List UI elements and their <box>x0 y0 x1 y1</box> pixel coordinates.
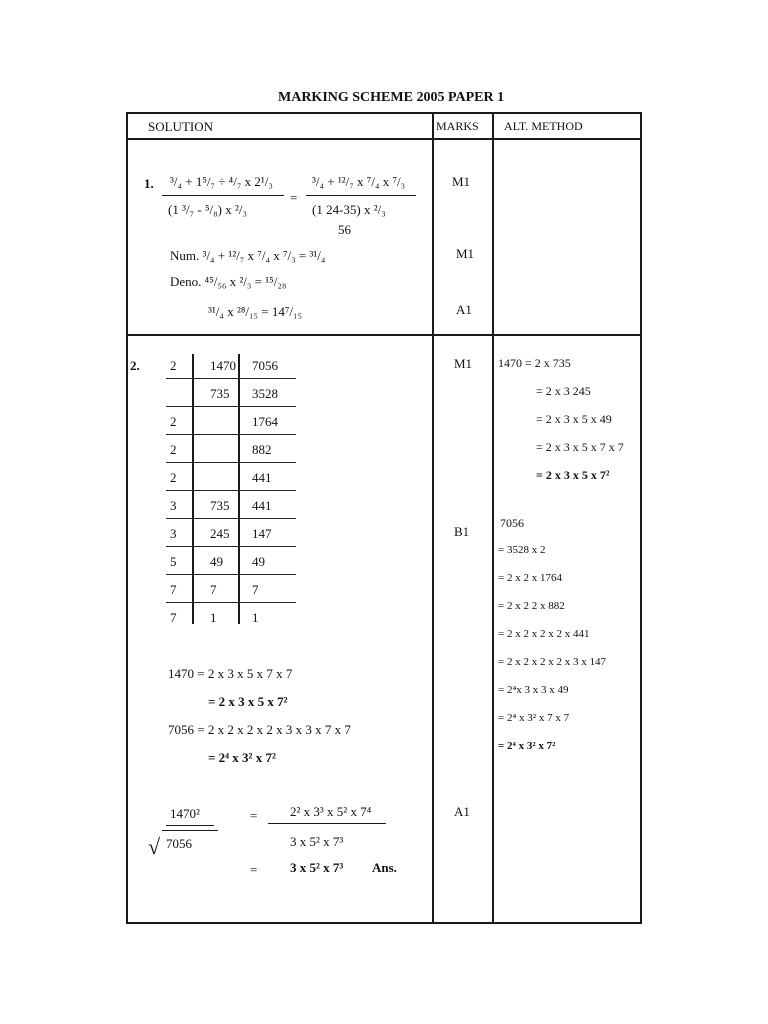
alt2-line: = 2⁴ x 3² x 7 x 7 <box>498 712 570 724</box>
alt2-line: = 2 x 2 x 2 x 2 x 441 <box>498 628 590 640</box>
ladder-b: 441 <box>252 498 272 513</box>
ladder-a: 1 <box>210 610 217 625</box>
q1-label: 1. <box>144 176 154 191</box>
ladder-b: 7056 <box>252 358 278 373</box>
ladder-a: 7 <box>210 582 217 597</box>
alt2-line: = 2⁴x 3 x 3 x 49 <box>498 684 569 696</box>
ladder-divisor: 2 <box>170 414 177 429</box>
q2-expr-bar <box>268 823 386 824</box>
q2-expr-lhs-bar <box>166 825 214 826</box>
alt2-line: = 2 x 2 x 1764 <box>498 572 562 584</box>
header-marks: MARKS <box>436 119 479 133</box>
ladder-row <box>166 582 296 603</box>
sqrt-sign: √ <box>148 834 161 859</box>
q1-rhs-bar <box>306 195 416 196</box>
table-border-left <box>126 112 128 924</box>
header-solution: SOLUTION <box>148 119 213 134</box>
alt1-line: = 2 x 3 x 5 x 49 <box>536 412 612 426</box>
header-divider <box>126 138 642 140</box>
q2-expr-lhs: 1470² <box>170 806 200 821</box>
alt2-line: 7056 <box>500 516 524 530</box>
ladder-row <box>166 414 296 435</box>
ladder-row <box>166 526 296 547</box>
alt2-line: = 2 x 2 2 x 882 <box>498 600 565 612</box>
table-border-right <box>640 112 642 924</box>
q2-mark-1: M1 <box>454 356 473 371</box>
ladder-b: 1 <box>252 610 259 625</box>
ladder-a: 1470 <box>210 358 236 373</box>
ladder-row <box>166 498 296 519</box>
row-divider <box>126 334 642 336</box>
alt2-line: = 3528 x 2 <box>498 544 546 556</box>
q1-numerator-step: Num. ³/₄ + ¹²/₇ x ⁷/₄ x ⁷/₃ = ³¹/₄ <box>170 248 326 263</box>
ladder-divisor: 5 <box>170 554 177 569</box>
q1-mark-3: A1 <box>456 302 472 317</box>
q1-result-step: ³¹/₄ x ²⁸/₁₅ = 14⁷/₁₅ <box>208 304 303 319</box>
q2-fact-1470-result: = 2 x 3 x 5 x 7² <box>208 694 288 709</box>
table-border-bottom <box>126 922 642 924</box>
ladder-a: 49 <box>210 554 223 569</box>
q1-denominator-step: Deno. ⁴⁵/₅₆ x ²/₃ = ¹⁵/₂₈ <box>170 274 287 289</box>
q2-expr-eq-2: = <box>250 862 258 877</box>
q1-mark-1: M1 <box>452 174 471 189</box>
q1-rhs-numerator: ³/₄ + ¹²/₇ x ⁷/₄ x ⁷/₃ <box>312 174 406 189</box>
ladder-row <box>166 358 296 379</box>
q2-expr-root: 7056 <box>166 836 192 851</box>
ladder-b: 882 <box>252 442 272 457</box>
alt1-line: 1470 = 2 x 735 <box>498 356 571 370</box>
alt2-line: = 2 x 2 x 2 x 2 x 3 x 147 <box>498 656 606 668</box>
ladder-row <box>166 554 296 575</box>
ladder-row <box>166 610 296 630</box>
col-divider-marks <box>432 112 434 924</box>
q1-lhs-bar <box>162 195 284 196</box>
q2-expr-denominator: 3 x 5² x 7³ <box>290 834 344 849</box>
header-alt-method: ALT. METHOD <box>504 119 583 133</box>
ladder-b: 49 <box>252 554 265 569</box>
q2-mark-3: A1 <box>454 804 470 819</box>
alt1-line: = 2 x 3 245 <box>536 384 591 398</box>
ladder-divisor: 2 <box>170 358 177 373</box>
ladder-a: 735 <box>210 498 230 513</box>
ladder-divisor: 7 <box>170 610 177 625</box>
q2-fact-7056-result: = 2⁴ x 3² x 7² <box>208 750 276 765</box>
ladder-row <box>166 442 296 463</box>
q1-lhs-denominator: (1 ³/₇ - ⁵/₈) x ²/₃ <box>168 202 247 217</box>
q1-rhs-denominator-sub: 56 <box>338 222 351 237</box>
table-border-top <box>126 112 642 114</box>
ladder-a: 245 <box>210 526 230 541</box>
ladder-b: 147 <box>252 526 272 541</box>
ladder-divisor: 2 <box>170 470 177 485</box>
q2-expr-numerator: 2² x 3³ x 5² x 7⁴ <box>290 804 372 819</box>
alt2-line: = 2⁴ x 3² x 7² <box>498 740 556 752</box>
q2-answer: 3 x 5² x 7³ <box>290 860 344 875</box>
ladder-row <box>166 470 296 491</box>
ladder-b: 441 <box>252 470 272 485</box>
q1-lhs-numerator: ³/₄ + 1⁵/₇ ÷ ⁴/₇ x 2¹/₃ <box>170 174 273 189</box>
col-divider-alt <box>492 112 494 924</box>
q2-mark-2: B1 <box>454 524 470 539</box>
ladder-divisor: 7 <box>170 582 177 597</box>
q2-fact-7056: 7056 = 2 x 2 x 2 x 2 x 3 x 3 x 7 x 7 <box>168 722 351 737</box>
q2-answer-label: Ans. <box>372 860 397 875</box>
q2-fact-1470: 1470 = 2 x 3 x 5 x 7 x 7 <box>168 666 293 681</box>
q1-mark-2: M1 <box>456 246 475 261</box>
alt1-line: = 2 x 3 x 5 x 7² <box>536 468 610 482</box>
q1-equals: = <box>290 190 298 205</box>
alt1-line: = 2 x 3 x 5 x 7 x 7 <box>536 440 624 454</box>
ladder-b: 7 <box>252 582 259 597</box>
ladder-b: 1764 <box>252 414 278 429</box>
q1-rhs-denominator: (1 24-35) x ²/₃ <box>312 202 386 217</box>
q2-expr-eq-1: = <box>250 808 258 823</box>
ladder-divisor: 2 <box>170 442 177 457</box>
page-title: MARKING SCHEME 2005 PAPER 1 <box>278 90 505 105</box>
ladder-a: 735 <box>210 386 230 401</box>
ladder-row <box>166 386 296 407</box>
ladder-b: 3528 <box>252 386 278 401</box>
sqrt-bar <box>162 830 218 831</box>
ladder-divisor: 3 <box>170 526 177 541</box>
q2-label: 2. <box>130 358 140 373</box>
ladder-divisor: 3 <box>170 498 177 513</box>
